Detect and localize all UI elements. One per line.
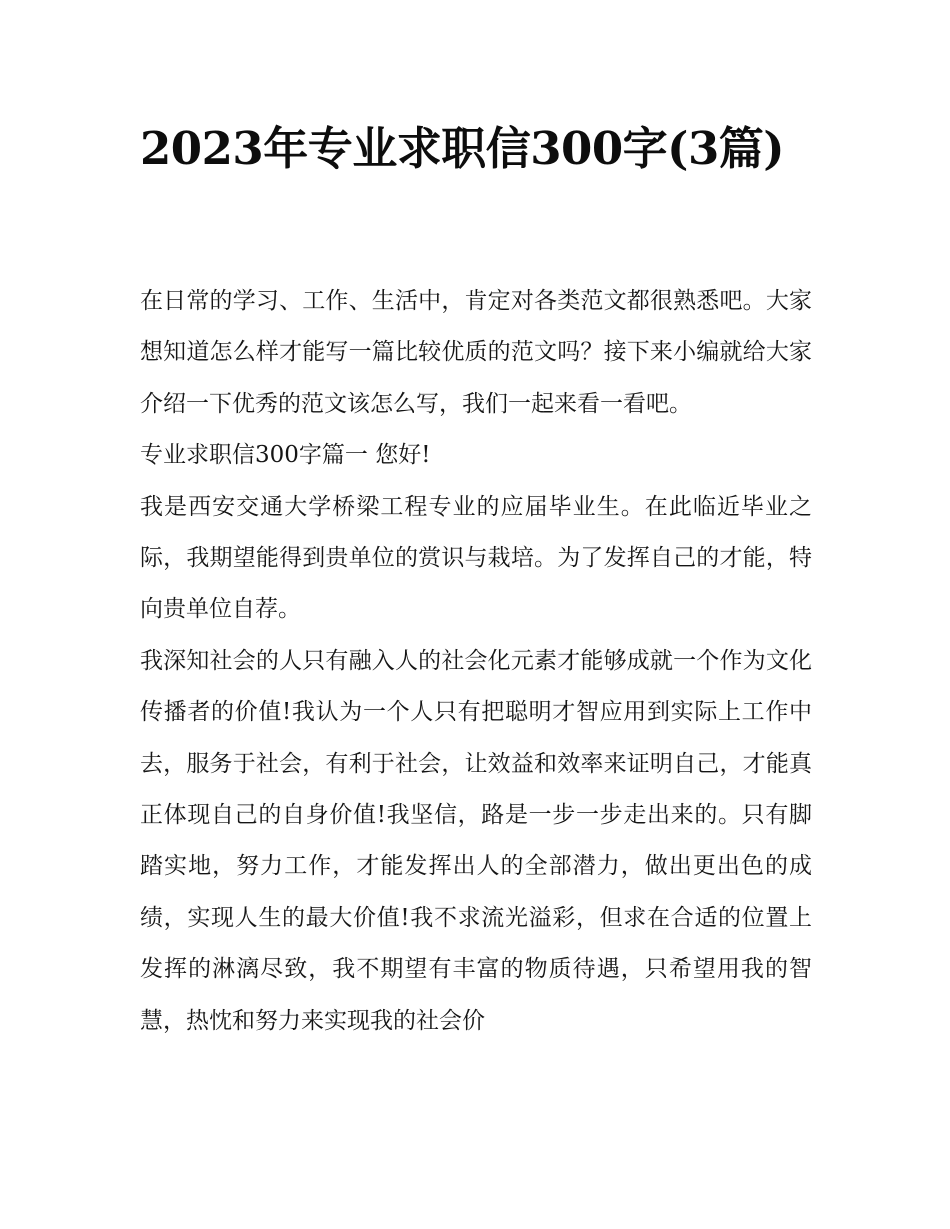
values-paragraph: 我深知社会的人只有融入人的社会化元素才能够成就一个作为文化传播者的价值!我认为一个人只有把聪明才智应用到实际上工作中去，服务于社会，有利于社会，让效益和效率来证明自己，才能真正体现自己的自身价值!我坚信，路是一步一步走出来的。只有脚踏实地，努力工作，才能发挥出人的全部潜力，做出更出色的成绩，实现人生的最大价值!我不求流光溢彩，但求在合适的位置上发挥的淋漓尽致，我不期望有丰富的物质待遇，只希望用我的智慧，热忱和努力来实现我的社会价 xyxy=(140,647,812,1034)
document-title: 2023年专业求职信300字(3篇) xyxy=(140,122,785,175)
section-heading-paragraph: 专业求职信300字篇一 您好! xyxy=(140,442,431,469)
document-body xyxy=(140,276,812,1047)
intro-paragraph: 在日常的学习、工作、生活中，肯定对各类范文都很熟悉吧。大家想知道怎么样才能写一篇比较优质的范文吗？接下来小编就给大家介绍一下优秀的范文该怎么写，我们一起来看一看吧。 xyxy=(140,288,812,417)
self-introduction-paragraph: 我是西安交通大学桥梁工程专业的应届毕业生。在此临近毕业之际，我期望能得到贵单位的赏识与栽培。为了发挥自己的才能，特向贵单位自荐。 xyxy=(140,493,812,623)
